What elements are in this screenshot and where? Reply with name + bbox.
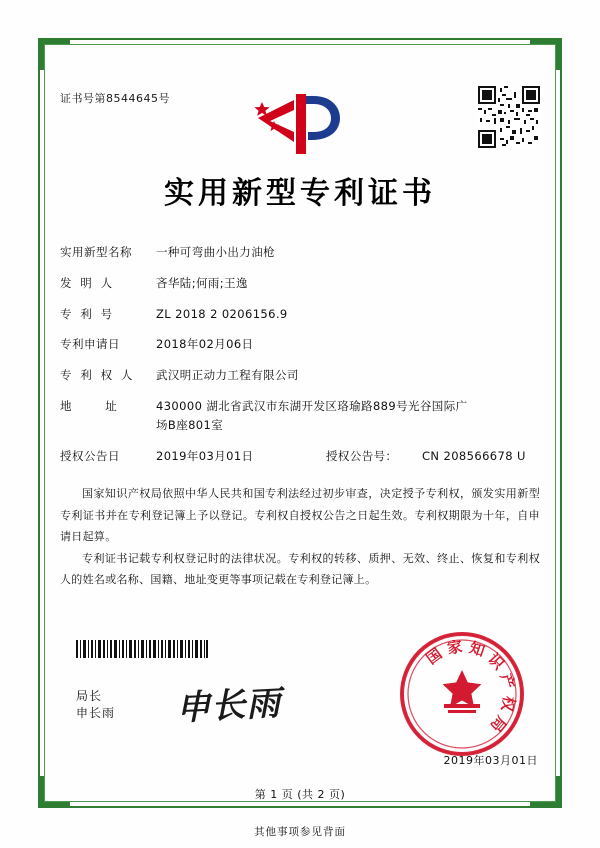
field-list: [60, 246, 540, 463]
field-value: ZL 2018 2 0206156.9: [156, 306, 288, 321]
field-application-date: [60, 338, 540, 352]
handwritten-signature: 申长雨: [175, 683, 283, 729]
certificate-content: [60, 60, 540, 591]
field-value: 一种可弯曲小出力油枪: [156, 245, 275, 259]
legal-paragraph-2: 专利证书记载专利权登记时的法律状况。专利权的转移、质押、无效、终止、恢复和专利权人的姓名或名称、国籍、地址变更等事项记载在专利登记簿上。: [60, 551, 540, 587]
field-label: 授权公告日: [60, 448, 120, 463]
field-value: 2018年02月06日: [156, 337, 254, 352]
red-official-seal-icon: [398, 630, 526, 758]
field-value: 武汉明正动力工程有限公司: [156, 368, 299, 383]
certificate-number: 证书号第8544645号: [60, 92, 170, 105]
page-number: 第 1 页 (共 2 页): [254, 788, 346, 801]
address-line-2: 场B座801室: [156, 417, 224, 432]
barcode-icon: [76, 640, 208, 658]
field-value: 吝华陆;何雨;王逸: [156, 275, 248, 290]
certificate-title: 实用新型专利证书: [164, 176, 436, 211]
legal-paragraph-1: 国家知识产权局依照中华人民共和国专利法经过初步审查，决定授予专利权，颁发实用新型专利证书并在专利登记簿上予以登记。专利权自授权公告之日起生效。专利权期限为十年，自申请日起算。: [60, 487, 540, 544]
seal-date: 2019年03月01日: [443, 754, 538, 767]
field-label: 地 址: [60, 398, 118, 413]
field-label: 实用新型名称: [60, 245, 132, 259]
address-line-1: 430000 湖北省武汉市东湖开发区珞瑜路889号光谷国际广: [156, 398, 468, 413]
grant-date-value: 2019年03月01日: [156, 448, 254, 463]
grant-number-label: 授权公告号：: [326, 448, 398, 463]
field-label: 专 利 号: [60, 306, 113, 321]
director-title: 局长: [76, 689, 103, 703]
field-value: [156, 400, 540, 433]
footer-note: 其他事项参见背面: [254, 826, 346, 838]
field-patent-number: [60, 308, 540, 322]
director-name: 申长雨: [76, 706, 116, 721]
grant-number-value: CN 208566678 U: [422, 448, 526, 463]
svg-text:国 家 知 识 产 权 局: 国 家 知 识 产 权 局: [422, 637, 519, 736]
field-address: [60, 400, 540, 433]
field-patentee: [60, 369, 540, 383]
legal-body-text: [60, 483, 540, 590]
field-inventors: [60, 277, 540, 291]
director-signature-block: [76, 688, 115, 723]
field-grant-announcement: [60, 450, 540, 464]
field-label: 专利申请日: [60, 337, 120, 352]
field-label: 专 利 权 人: [60, 368, 133, 383]
field-label: 发 明 人: [60, 275, 113, 290]
field-utility-model-name: [60, 246, 540, 260]
